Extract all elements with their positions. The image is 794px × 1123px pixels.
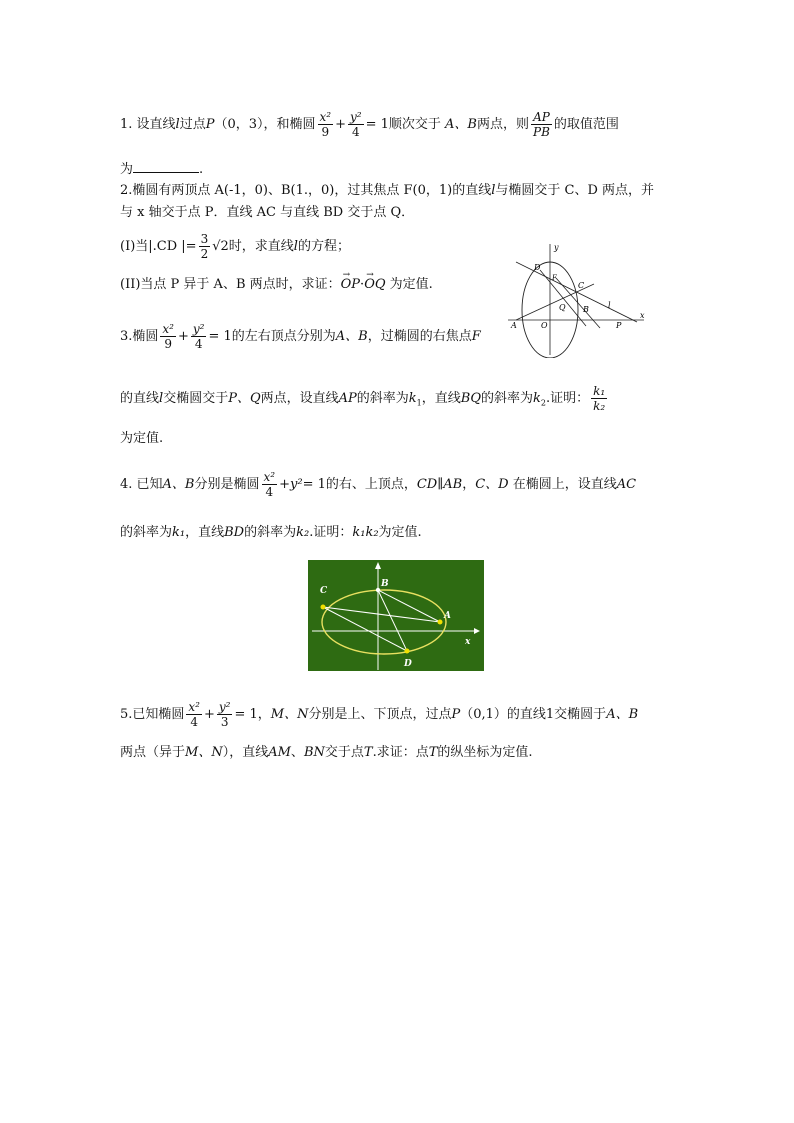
p2-line3: (I)当|.CD |= $\frac{3}{2}$ √2时，求直线l的方程； xyxy=(120,232,350,261)
ellipse-figure-2 xyxy=(308,560,484,671)
fig2-label-B: B xyxy=(381,579,389,589)
answer-blank xyxy=(133,160,199,173)
ellipse-figure-1 xyxy=(502,240,652,358)
p3-line2: 的直线l交椭圆交于P、Q两点，设直线AP的斜率为$k_1$，直线BQ的斜率为$k_2$.证明： $\frac{\text{k₁}}{\text{k₂}}$ xyxy=(120,384,606,413)
frac-x2-9: $\frac{\text{x²}}{9}$ xyxy=(319,110,332,139)
fig1-label-F: F xyxy=(552,274,557,282)
p2-line2: 与 x 轴交于点 P．直线 AC 与直线 BD 交于点 Q． xyxy=(120,205,415,220)
p5-line1: 5.已知椭圆 $\frac{\text{x²}}{4}$ + $\frac{\text{y²}}{3}$ = 1，M、N分别是上、下顶点，过点P（0,1）的直线1交椭圆于A、B xyxy=(120,700,639,729)
fig1-label-B: B xyxy=(583,305,589,314)
frac-y2-4: $\frac{\text{y²}}{4}$ xyxy=(350,110,362,139)
fig2-point-C xyxy=(321,605,326,610)
fig2-background xyxy=(308,560,484,671)
frac-x2-9-b: $\frac{\text{x²}}{9}$ xyxy=(162,322,174,351)
frac-y2-3: $\frac{\text{y²}}{3}$ xyxy=(218,700,231,729)
fig1-label-Q: Q xyxy=(559,303,566,312)
fig1-label-O: O xyxy=(541,321,548,330)
fig2-label-D: D xyxy=(404,659,412,669)
fig2-label-x: x xyxy=(465,637,471,647)
frac-ap-pb: $\frac{AP}{PB}$ xyxy=(533,110,550,139)
p2-line1: 2.椭圆有两顶点 A(-1，0)、B(1.，0)，过其焦点 F(0，1)的直线l与椭圆交于 C、D 两点，并 xyxy=(120,183,655,198)
fig1-label-D: D xyxy=(534,263,541,272)
p5-line2: 两点（异于M、N），直线AM、BN交于点T.求证：点T的纵坐标为定值. xyxy=(120,745,533,760)
frac-3-2: $\frac{3}{2}$ xyxy=(200,232,209,261)
fig1-label-A: A xyxy=(511,321,517,330)
p1-line1: 1. 设直线l过点P（0，3），和椭圆 $\frac{\text{x²}}{9}$ + $\frac{\text{y²}}{4}$ = 1顺次交于 A、B两点，则 $\frac{AP}{PB}$ 的取值范围 xyxy=(120,110,619,139)
line-bd xyxy=(540,270,586,326)
fig1-label-y: y xyxy=(554,243,559,252)
p3-line1: 3.椭圆 $\frac{\text{x²}}{9}$ + $\frac{\text{y²}}{4}$ = 1的左右顶点分别为A、B，过椭圆的右焦点F xyxy=(120,322,481,351)
frac-x2-4: $\frac{\text{x²}}{4}$ xyxy=(263,470,276,499)
fig1-label-l: l xyxy=(608,301,611,310)
p4-line2: 的斜率为k₁，直线BD的斜率为k₂.证明：k₁k₂为定值. xyxy=(120,525,422,540)
fig2-label-A: A xyxy=(444,611,451,621)
fig2-point-A xyxy=(438,620,443,625)
p4-line1: 4. 已知A、B分别是椭圆 $\frac{\text{x²}}{4}$ +y²= 1的右、上顶点，CD∥AB，C、D 在椭圆上，设直线AC xyxy=(120,470,637,499)
fig1-label-P: P xyxy=(616,321,622,330)
frac-y2-4-b: $\frac{\text{y²}}{4}$ xyxy=(192,322,205,351)
fig2-point-B xyxy=(376,588,380,592)
p2-line4: (II)当点 P 异于 A、B 两点时，求证：→ OP·→ OQ 为定值. xyxy=(120,276,433,294)
frac-x2-4-b: $\frac{\text{x²}}{4}$ xyxy=(188,700,200,729)
fig2-point-D xyxy=(405,649,410,654)
p3-line3: 为定值. xyxy=(120,431,164,446)
fig1-label-C: C xyxy=(578,281,585,290)
frac-k1-k2: $\frac{\text{k₁}}{\text{k₂}}$ xyxy=(593,384,606,413)
fig2-label-C: C xyxy=(320,586,328,596)
fig1-label-x: x xyxy=(640,311,645,320)
p1-line2: 为 . xyxy=(120,162,204,177)
